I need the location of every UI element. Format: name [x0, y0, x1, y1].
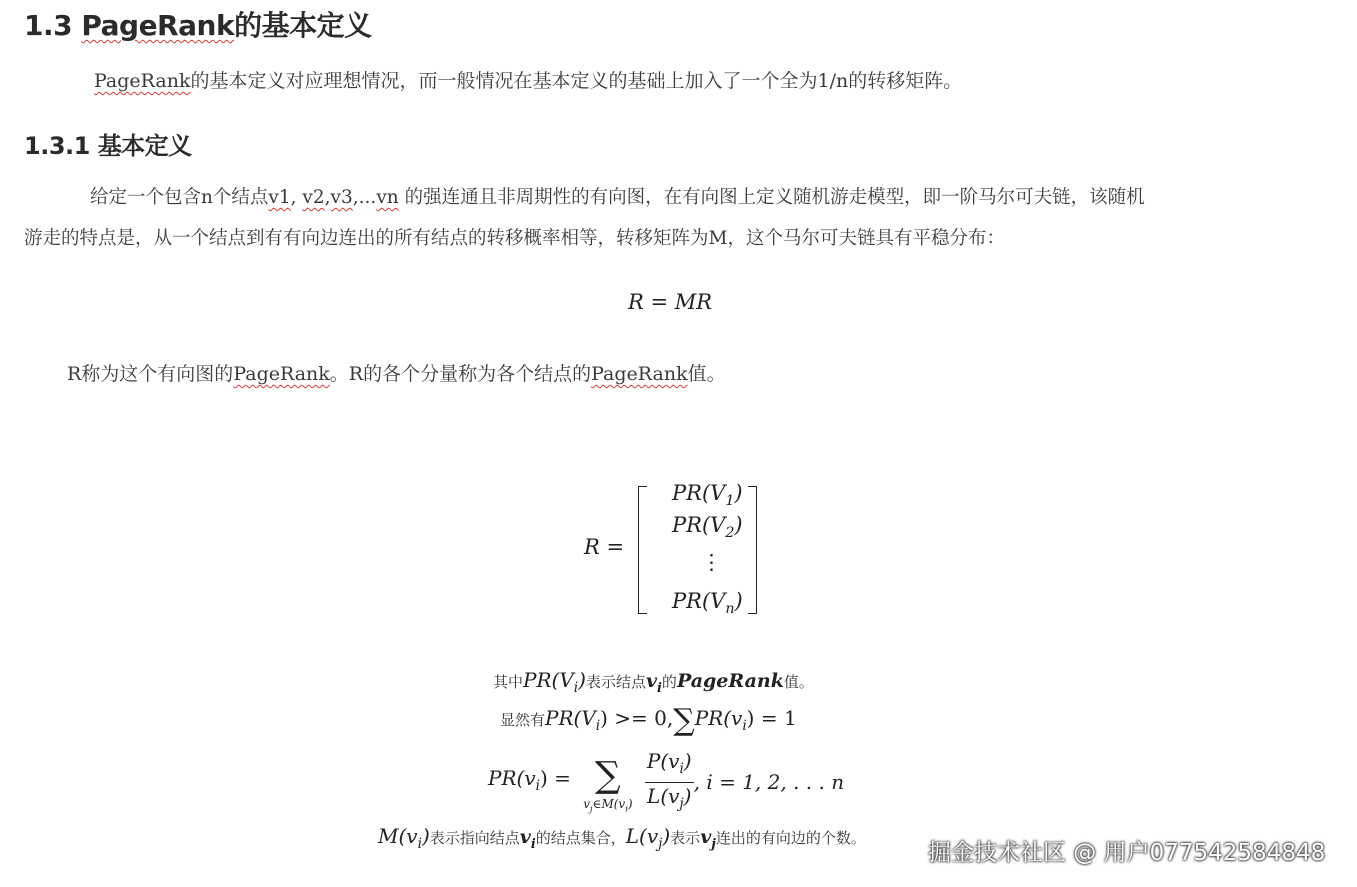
eq1-lhs: R — [628, 290, 644, 314]
n4-m1: M(v — [378, 824, 418, 848]
pagerank-definition-paragraph — [67, 359, 726, 386]
f-den: L(v — [647, 783, 680, 808]
n2-m4: ) = 1 — [746, 706, 797, 730]
notes-line2 — [500, 703, 797, 738]
para2-text-c: 值。 — [687, 363, 726, 385]
entryn-text: PR(V — [672, 589, 726, 613]
f-numclose: ) — [683, 748, 692, 773]
intro-pagerank-link: PageRank — [94, 70, 191, 92]
f-lsub: i — [535, 778, 540, 795]
entry2-close: ) — [734, 513, 743, 537]
n1-vsub: i — [657, 680, 662, 696]
f-num: P(v — [646, 748, 680, 773]
n4-a: 表示指向结点 — [429, 829, 520, 847]
f-sum-limit — [583, 793, 632, 819]
n4-v2-letter: v — [700, 826, 712, 848]
section-number: 1.3 — [24, 9, 73, 42]
pagerank-formula — [488, 745, 844, 819]
vertex-v1: v1 — [268, 187, 291, 208]
n4-v2sub: j — [711, 836, 716, 852]
para1-text-a: 给定一个包含n个结点 — [90, 187, 269, 208]
formula-tail: , i = 1, 2, . . . n — [693, 770, 845, 795]
f-numsub: i — [679, 760, 684, 777]
section-title — [24, 4, 372, 44]
f-lim-sub: j — [590, 803, 593, 814]
matrix-entry-n — [672, 589, 743, 617]
n2-m1: PR(V — [545, 706, 596, 730]
n4-v — [519, 826, 536, 852]
para2-pagerank-link2: PageRank — [591, 363, 688, 385]
entryn-close: ) — [734, 589, 743, 613]
n2-sub: i — [595, 718, 601, 734]
n4-v2 — [700, 826, 716, 852]
vertex-v2: v2 — [302, 187, 325, 208]
n1-v: v — [645, 670, 658, 692]
para2-text-a: R称为这个有向图的 — [67, 363, 234, 385]
notes-line2-math — [545, 703, 797, 738]
para2-pagerank-link1: PageRank — [233, 363, 330, 385]
n4-m2: L(v — [625, 824, 659, 848]
notes-line1-pagerank: PageRank — [676, 670, 784, 692]
n1-pr: PR(V — [523, 668, 574, 692]
f-lim-sub2: i — [625, 803, 628, 814]
eq1-equals: = — [650, 290, 669, 314]
subsection-title: 1.3.1 基本定义 — [24, 132, 192, 160]
f-densub: j — [679, 795, 684, 812]
definition-paragraph-line1 — [90, 183, 1145, 209]
formula-lhs — [488, 766, 571, 795]
n2-sub2: i — [742, 718, 747, 734]
n1-close: ) — [578, 668, 586, 692]
vertex-v3: v3 — [330, 187, 353, 208]
n4-d: 连出的有向边的个数。 — [715, 829, 866, 847]
stationary-equation — [628, 290, 712, 314]
notes-line2-a: 显然有 — [500, 711, 546, 729]
entry2-sub: 2 — [725, 525, 735, 542]
entryn-sub: n — [725, 601, 735, 618]
intro-text: 的基本定义对应理想情况，而一般情况在基本定义的基础上加入了一个全为1/n的转移矩阵。 — [190, 70, 963, 92]
n4-c: 表示 — [670, 829, 701, 847]
intro-paragraph — [94, 66, 962, 93]
notes-line1-math — [523, 668, 586, 696]
n4-v-letter: v — [519, 826, 531, 848]
n4-close1: ) — [421, 824, 430, 848]
matrix-left-bracket — [638, 486, 647, 614]
para1-ellipsis: ,... — [352, 187, 377, 208]
formula-fraction — [645, 750, 694, 815]
n4-l — [625, 824, 671, 852]
matrix-vdots: ⋮ — [701, 550, 722, 574]
para1-comma1: , — [290, 187, 303, 208]
para2-text-b: 。R的各个分量称为各个结点的 — [329, 363, 592, 385]
notes-line1-c: 的 — [661, 673, 677, 691]
f-numerator — [645, 750, 694, 783]
notes-line1-b: 表示结点 — [585, 673, 646, 691]
entry1-text: PR(V — [672, 481, 726, 505]
notes-line4 — [378, 824, 866, 852]
n1-sub: i — [573, 680, 579, 696]
matrix-entry-1 — [672, 481, 743, 509]
entry2-text: PR(V — [672, 513, 726, 537]
n4-vsub: i — [530, 836, 536, 852]
f-lclose: ) = — [539, 766, 571, 791]
eq1-rhs: MR — [674, 290, 713, 314]
formula-sum — [583, 755, 633, 819]
vertex-vn: vn — [376, 187, 399, 208]
f-lim-v: v — [583, 797, 591, 811]
matrix-lhs: R = — [584, 535, 625, 559]
section-title-rest: 的基本定义 — [234, 9, 372, 42]
notes-line1-d: 值。 — [783, 673, 814, 691]
notes-line1-a: 其中 — [493, 673, 524, 691]
definition-paragraph-line2: 游走的特点是，从一个结点到有有向边连出的所有结点的转移概率相等，转移矩阵为M，这个马尔可夫链具有平稳分布： — [24, 228, 1005, 249]
n4-sub2: j — [658, 836, 663, 852]
n4-m — [378, 824, 430, 852]
n2-m3: PR(v — [694, 706, 743, 730]
entry1-sub: 1 — [725, 493, 735, 510]
section-title-link: PageRank — [81, 9, 235, 42]
matrix-entry-2 — [672, 513, 743, 541]
n2-m2: ) >= 0, — [600, 706, 674, 730]
matrix-right-bracket — [748, 486, 757, 614]
f-lhs: PR(v — [488, 766, 536, 791]
n4-close2: ) — [662, 824, 671, 848]
n4-sub1: i — [417, 836, 422, 852]
watermark: 掘金技术社区 @ 用户077542584848 — [928, 840, 1326, 866]
f-denclose: ) — [683, 783, 692, 808]
f-denominator — [645, 783, 694, 815]
notes-line1 — [493, 668, 814, 696]
notes-line1-v — [645, 670, 662, 696]
para1-text-b: 的强连通且非周期性的有向图，在有向图上定义随机游走模型，即一阶马尔可夫链，该随机 — [398, 187, 1145, 208]
n2-sigma: ∑ — [673, 703, 695, 738]
entry1-close: ) — [734, 481, 743, 505]
f-lim-rest: ∈M(v — [592, 797, 626, 811]
f-sigma: ∑ — [595, 755, 621, 796]
f-lim-close: ) — [627, 797, 633, 811]
para1-comma2: , — [324, 187, 331, 208]
n4-b: 的结点集合， — [535, 829, 626, 847]
